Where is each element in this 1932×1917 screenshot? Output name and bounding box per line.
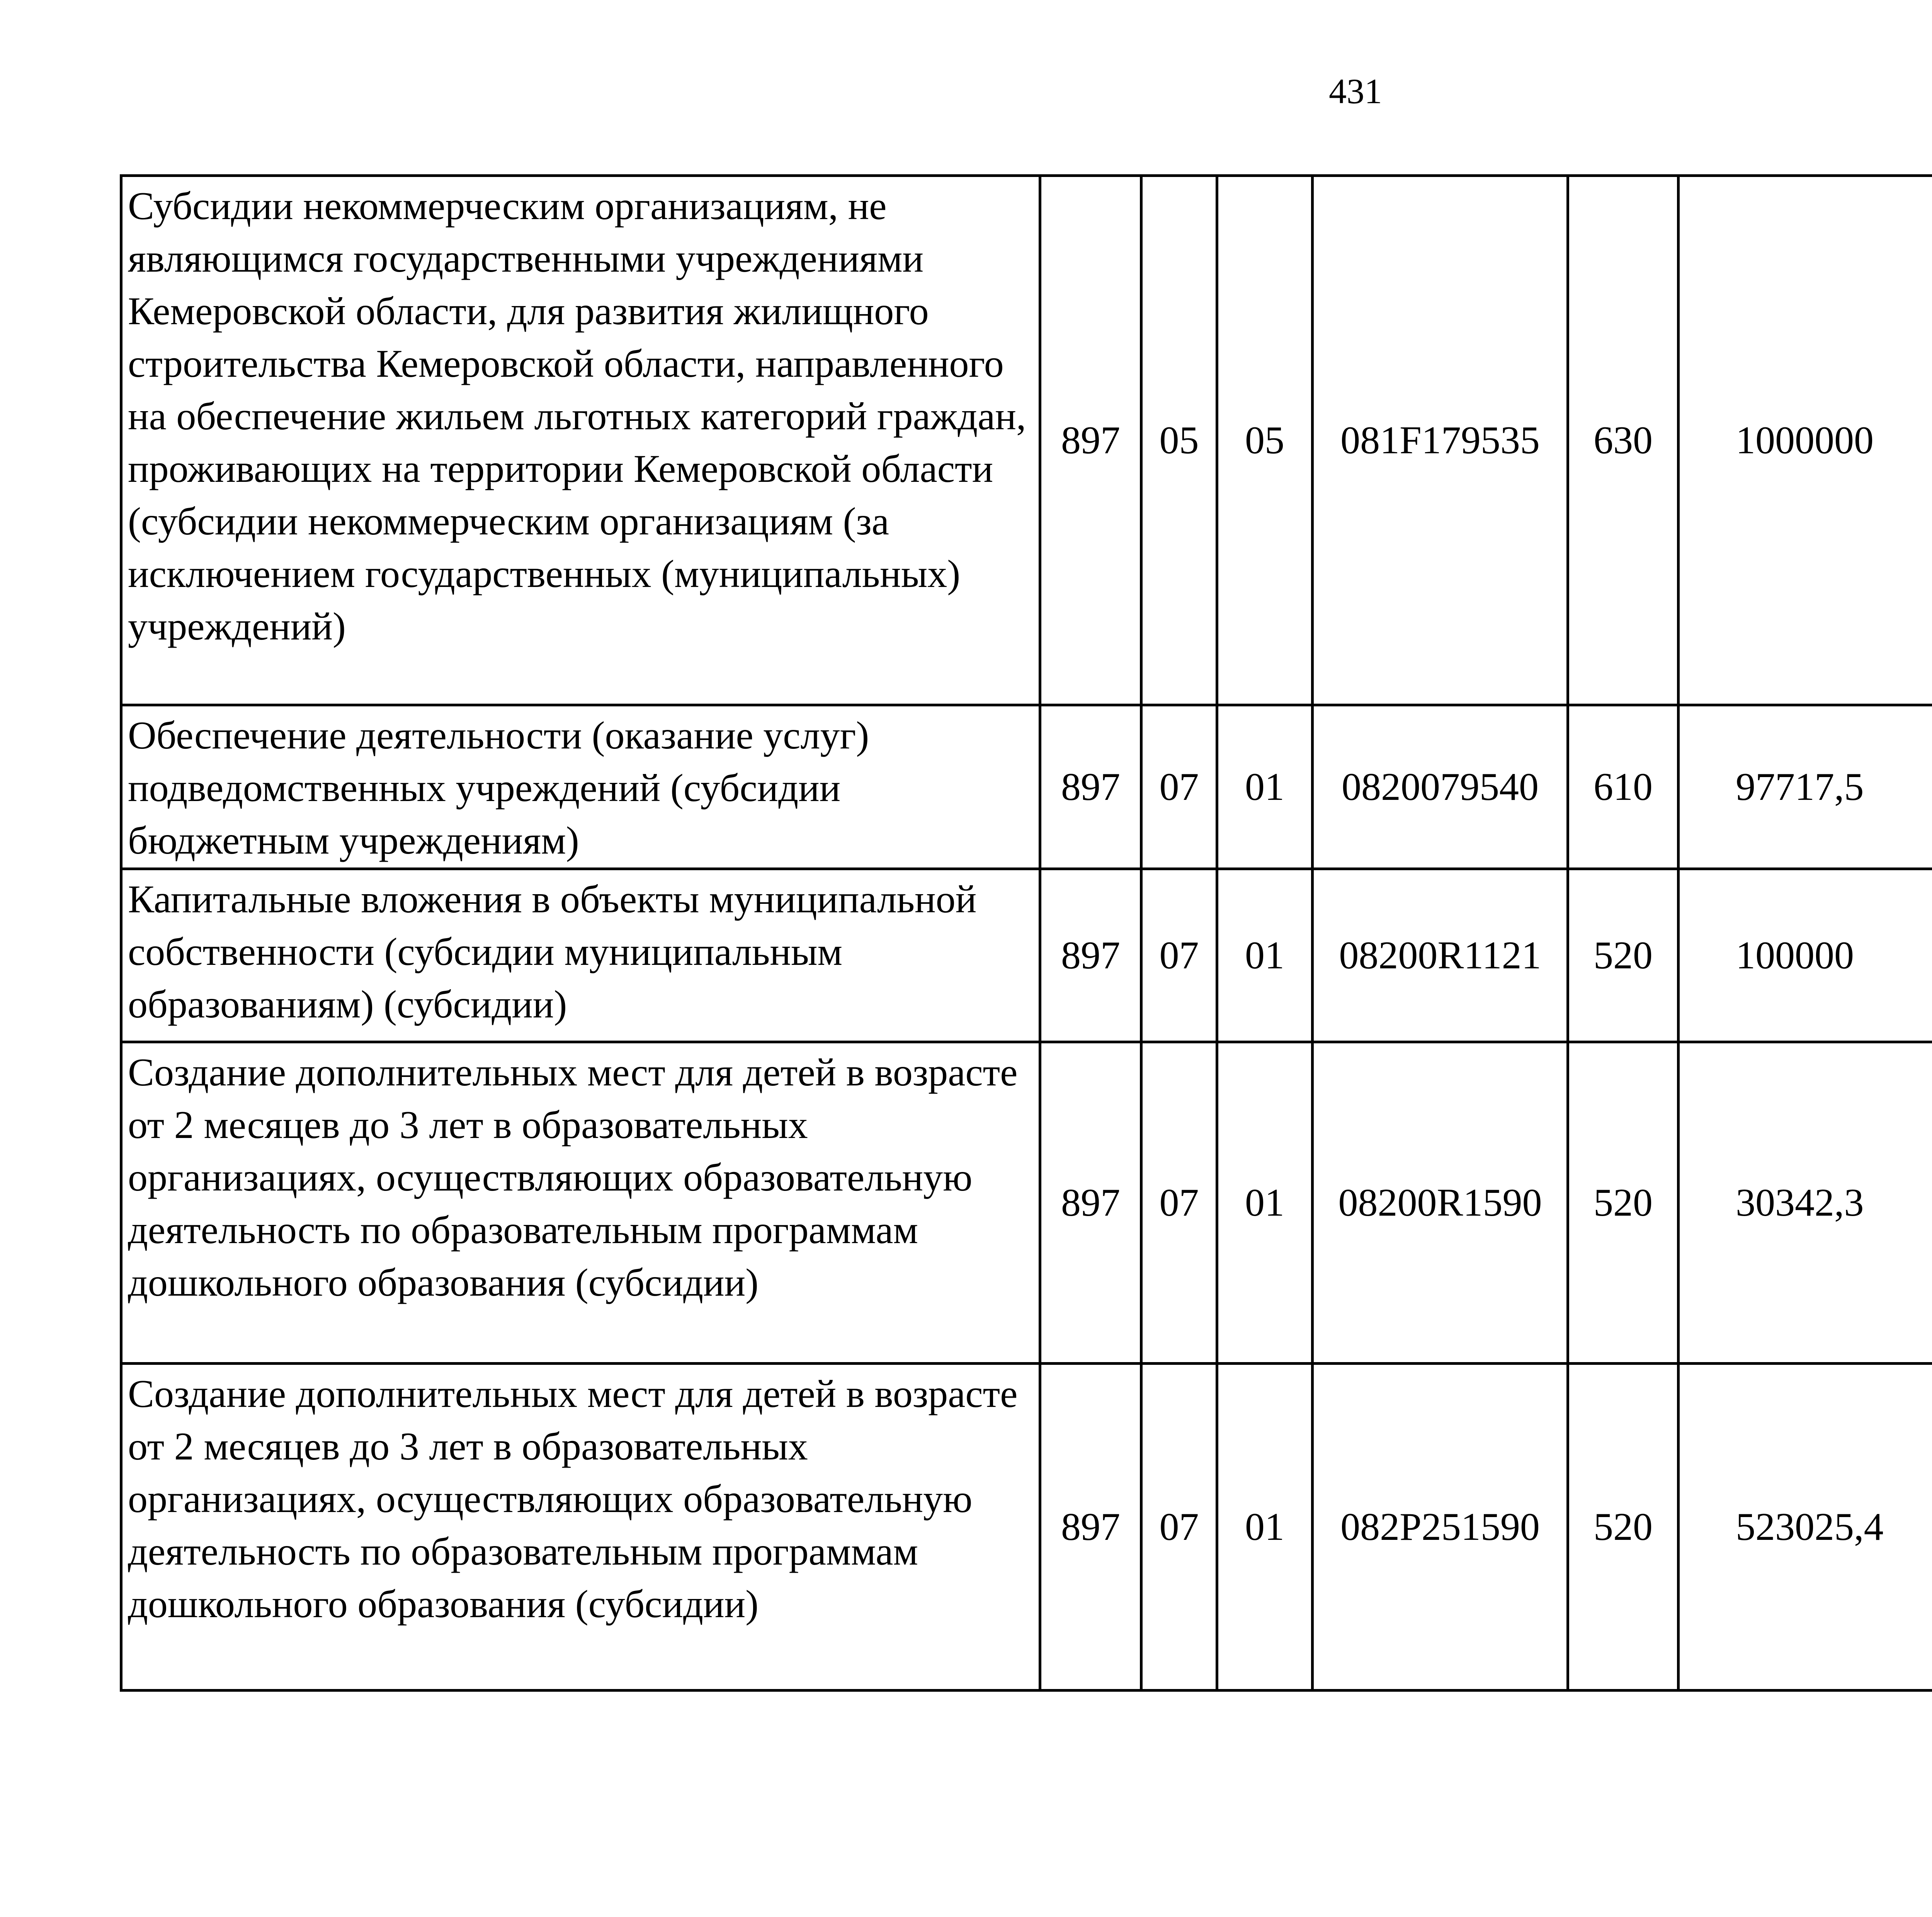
table-row (121, 869, 1932, 1042)
section-code-cell: 05 (1141, 176, 1217, 705)
expense-type-cell: 520 (1568, 1364, 1679, 1691)
ministry-code-cell: 897 (1040, 1042, 1141, 1364)
table-row (121, 1364, 1932, 1691)
section-code-cell: 07 (1141, 1364, 1217, 1691)
target-article-cell: 0820079540 (1313, 705, 1568, 869)
section-code-cell: 07 (1141, 1042, 1217, 1364)
page-number: 431 (1329, 71, 1382, 111)
amount-1-cell: 100000 (1679, 869, 1932, 1042)
target-article-cell: 08200R1590 (1313, 1042, 1568, 1364)
row-name-cell: Обеспечение деятельности (оказание услуг) подведомственных учреждений (субсидии бюджетным учреждениям) (121, 705, 1040, 869)
ministry-code-cell: 897 (1040, 705, 1141, 869)
expense-type-cell: 520 (1568, 1042, 1679, 1364)
budget-table (120, 174, 1932, 1692)
target-article-cell: 082P251590 (1313, 1364, 1568, 1691)
amount-1-cell: 30342,3 (1679, 1042, 1932, 1364)
row-name-cell: Создание дополнительных мест для детей в возрасте от 2 месяцев до 3 лет в образовательных организациях, осуществляющих образовательную деятельность по образовательным программам дошкольного образования (субсидии) (121, 1042, 1040, 1364)
subsection-code-cell: 05 (1217, 176, 1313, 705)
amount-1-cell: 1000000 (1679, 176, 1932, 705)
subsection-code-cell: 01 (1217, 705, 1313, 869)
ministry-code-cell: 897 (1040, 869, 1141, 1042)
table-row (121, 705, 1932, 869)
subsection-code-cell: 01 (1217, 869, 1313, 1042)
table-row (121, 1042, 1932, 1364)
ministry-code-cell: 897 (1040, 1364, 1141, 1691)
row-name-cell: Субсидии некоммерческим организациям, не являющимся государственными учреждениями Кемеровской области, для развития жилищного строительства Кемеровской области, направленного на обеспечение жильем льготных категорий граждан, проживающих на территории Кемеровской области (субсидии некоммерческим организациям (за исключением государственных (муниципальных) учреждений) (121, 176, 1040, 705)
subsection-code-cell: 01 (1217, 1042, 1313, 1364)
target-article-cell: 081F179535 (1313, 176, 1568, 705)
subsection-code-cell: 01 (1217, 1364, 1313, 1691)
table-row (121, 176, 1932, 705)
expense-type-cell: 610 (1568, 705, 1679, 869)
expense-type-cell: 630 (1568, 176, 1679, 705)
section-code-cell: 07 (1141, 869, 1217, 1042)
expense-type-cell: 520 (1568, 869, 1679, 1042)
target-article-cell: 08200R1121 (1313, 869, 1568, 1042)
section-code-cell: 07 (1141, 705, 1217, 869)
amount-1-cell: 523025,4 (1679, 1364, 1932, 1691)
row-name-cell: Создание дополнительных мест для детей в возрасте от 2 месяцев до 3 лет в образовательных организациях, осуществляющих образовательную деятельность по образовательным программам дошкольного образования (субсидии) (121, 1364, 1040, 1691)
ministry-code-cell: 897 (1040, 176, 1141, 705)
amount-1-cell: 97717,5 (1679, 705, 1932, 869)
row-name-cell: Капитальные вложения в объекты муниципальной собственности (субсидии муниципальным образованиям) (субсидии) (121, 869, 1040, 1042)
